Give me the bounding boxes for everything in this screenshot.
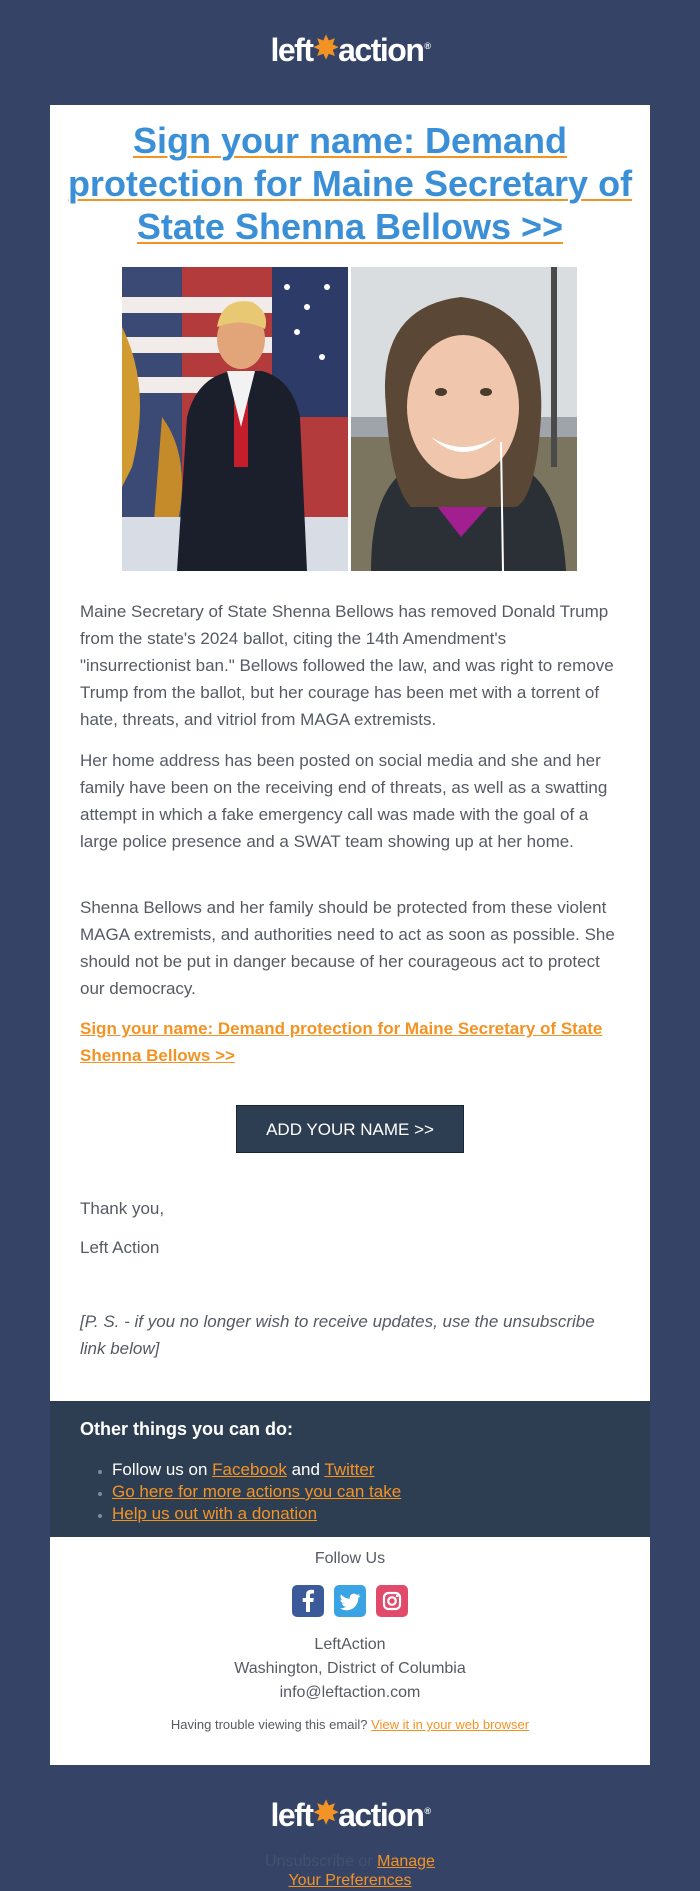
trouble-viewing-line xyxy=(50,1715,650,1735)
leftaction-footer-logo[interactable] xyxy=(270,1795,429,1843)
photo-donald-trump xyxy=(122,267,348,571)
unsubscribe-link[interactable]: Unsubscribe or xyxy=(265,1853,373,1870)
body-paragraph-2: Her home address has been posted on social media and she and her family have been on the receiving end of threats, as well as a swatting attempt in which a fake emergency call was made with the goal of a large police presence and a SWAT team showing up at her home. xyxy=(80,751,608,851)
logo-text-left: left xyxy=(270,1797,313,1833)
logo-registered-mark: ® xyxy=(424,41,430,51)
other-actions-section xyxy=(50,1401,650,1537)
add-your-name-button[interactable]: ADD YOUR NAME >> xyxy=(236,1105,464,1153)
and-text: and xyxy=(291,1460,320,1479)
photo-shenna-bellows xyxy=(351,267,577,571)
list-item xyxy=(112,1459,401,1481)
body-paragraph-1: Maine Secretary of State Shenna Bellows has removed Donald Trump from the state's 2024 ballot, citing the 14th Amendment's "insurrectionist ban." Bellows followed the law, and was right to remove Trump from the ballot, but her courage has been met with a torrent of hate, threats, and vitriol from MAGA extremists. xyxy=(80,602,614,729)
facebook-icon[interactable] xyxy=(292,1585,324,1617)
preferences-links xyxy=(0,1852,700,1890)
logo-star-icon: ✸ xyxy=(313,1797,338,1830)
logo-registered-mark: ® xyxy=(424,1806,430,1816)
signoff-thanks: Thank you, xyxy=(80,1199,165,1218)
list-item xyxy=(112,1503,401,1525)
view-in-browser-link[interactable]: View it in your web browser xyxy=(371,1717,530,1732)
leftaction-logo[interactable] xyxy=(270,30,429,78)
list-item xyxy=(112,1481,401,1503)
logo-text-left: left xyxy=(270,32,313,68)
follow-us-title: Follow Us xyxy=(314,1550,386,1567)
footer-logo-wrap xyxy=(0,1795,700,1843)
body-paragraph-3: Shenna Bellows and her family should be protected from these violent MAGA extremists, and authorities need to act as soon as possible. She should not be put in danger because of her courageous act to protect our democracy. xyxy=(80,898,615,998)
facebook-link[interactable]: Facebook xyxy=(212,1460,287,1479)
email-content-card xyxy=(50,105,650,1765)
logo-text-right: action xyxy=(338,32,424,68)
signoff-name: Left Action xyxy=(80,1238,160,1257)
instagram-icon[interactable] xyxy=(376,1585,408,1617)
headline-petition-link[interactable]: Sign your name: Demand protection for Maine Secretary of State Shenna Bellows >> xyxy=(67,120,633,247)
footer-org-name: LeftAction xyxy=(314,1636,386,1653)
logo-text-right: action xyxy=(338,1797,424,1833)
footer-location: Washington, District of Columbia xyxy=(234,1660,466,1677)
other-actions-list xyxy=(80,1459,401,1525)
twitter-icon[interactable] xyxy=(334,1585,366,1617)
postscript-text: [P. S. - if you no longer wish to receive updates, use the unsubscribe link below] xyxy=(80,1312,595,1358)
inline-petition-link[interactable]: Sign your name: Demand protection for Maine Secretary of State Shenna Bellows >> xyxy=(80,1019,603,1065)
other-actions-title: Other things you can do: xyxy=(80,1419,294,1439)
donate-link[interactable]: Help us out with a donation xyxy=(112,1504,318,1523)
twitter-link[interactable]: Twitter xyxy=(324,1460,375,1479)
trouble-viewing-text: Having trouble viewing this email? xyxy=(170,1717,368,1732)
header-logo-wrap xyxy=(0,30,700,78)
manage-preferences-link[interactable]: Manage xyxy=(377,1853,435,1870)
logo-star-icon: ✸ xyxy=(313,32,338,65)
more-actions-link[interactable]: Go here for more actions you can take xyxy=(112,1482,402,1501)
follow-prefix-text: Follow us on xyxy=(112,1460,208,1479)
footer-email: info@leftaction.com xyxy=(279,1684,421,1701)
your-preferences-link[interactable]: Your Preferences xyxy=(288,1872,412,1889)
